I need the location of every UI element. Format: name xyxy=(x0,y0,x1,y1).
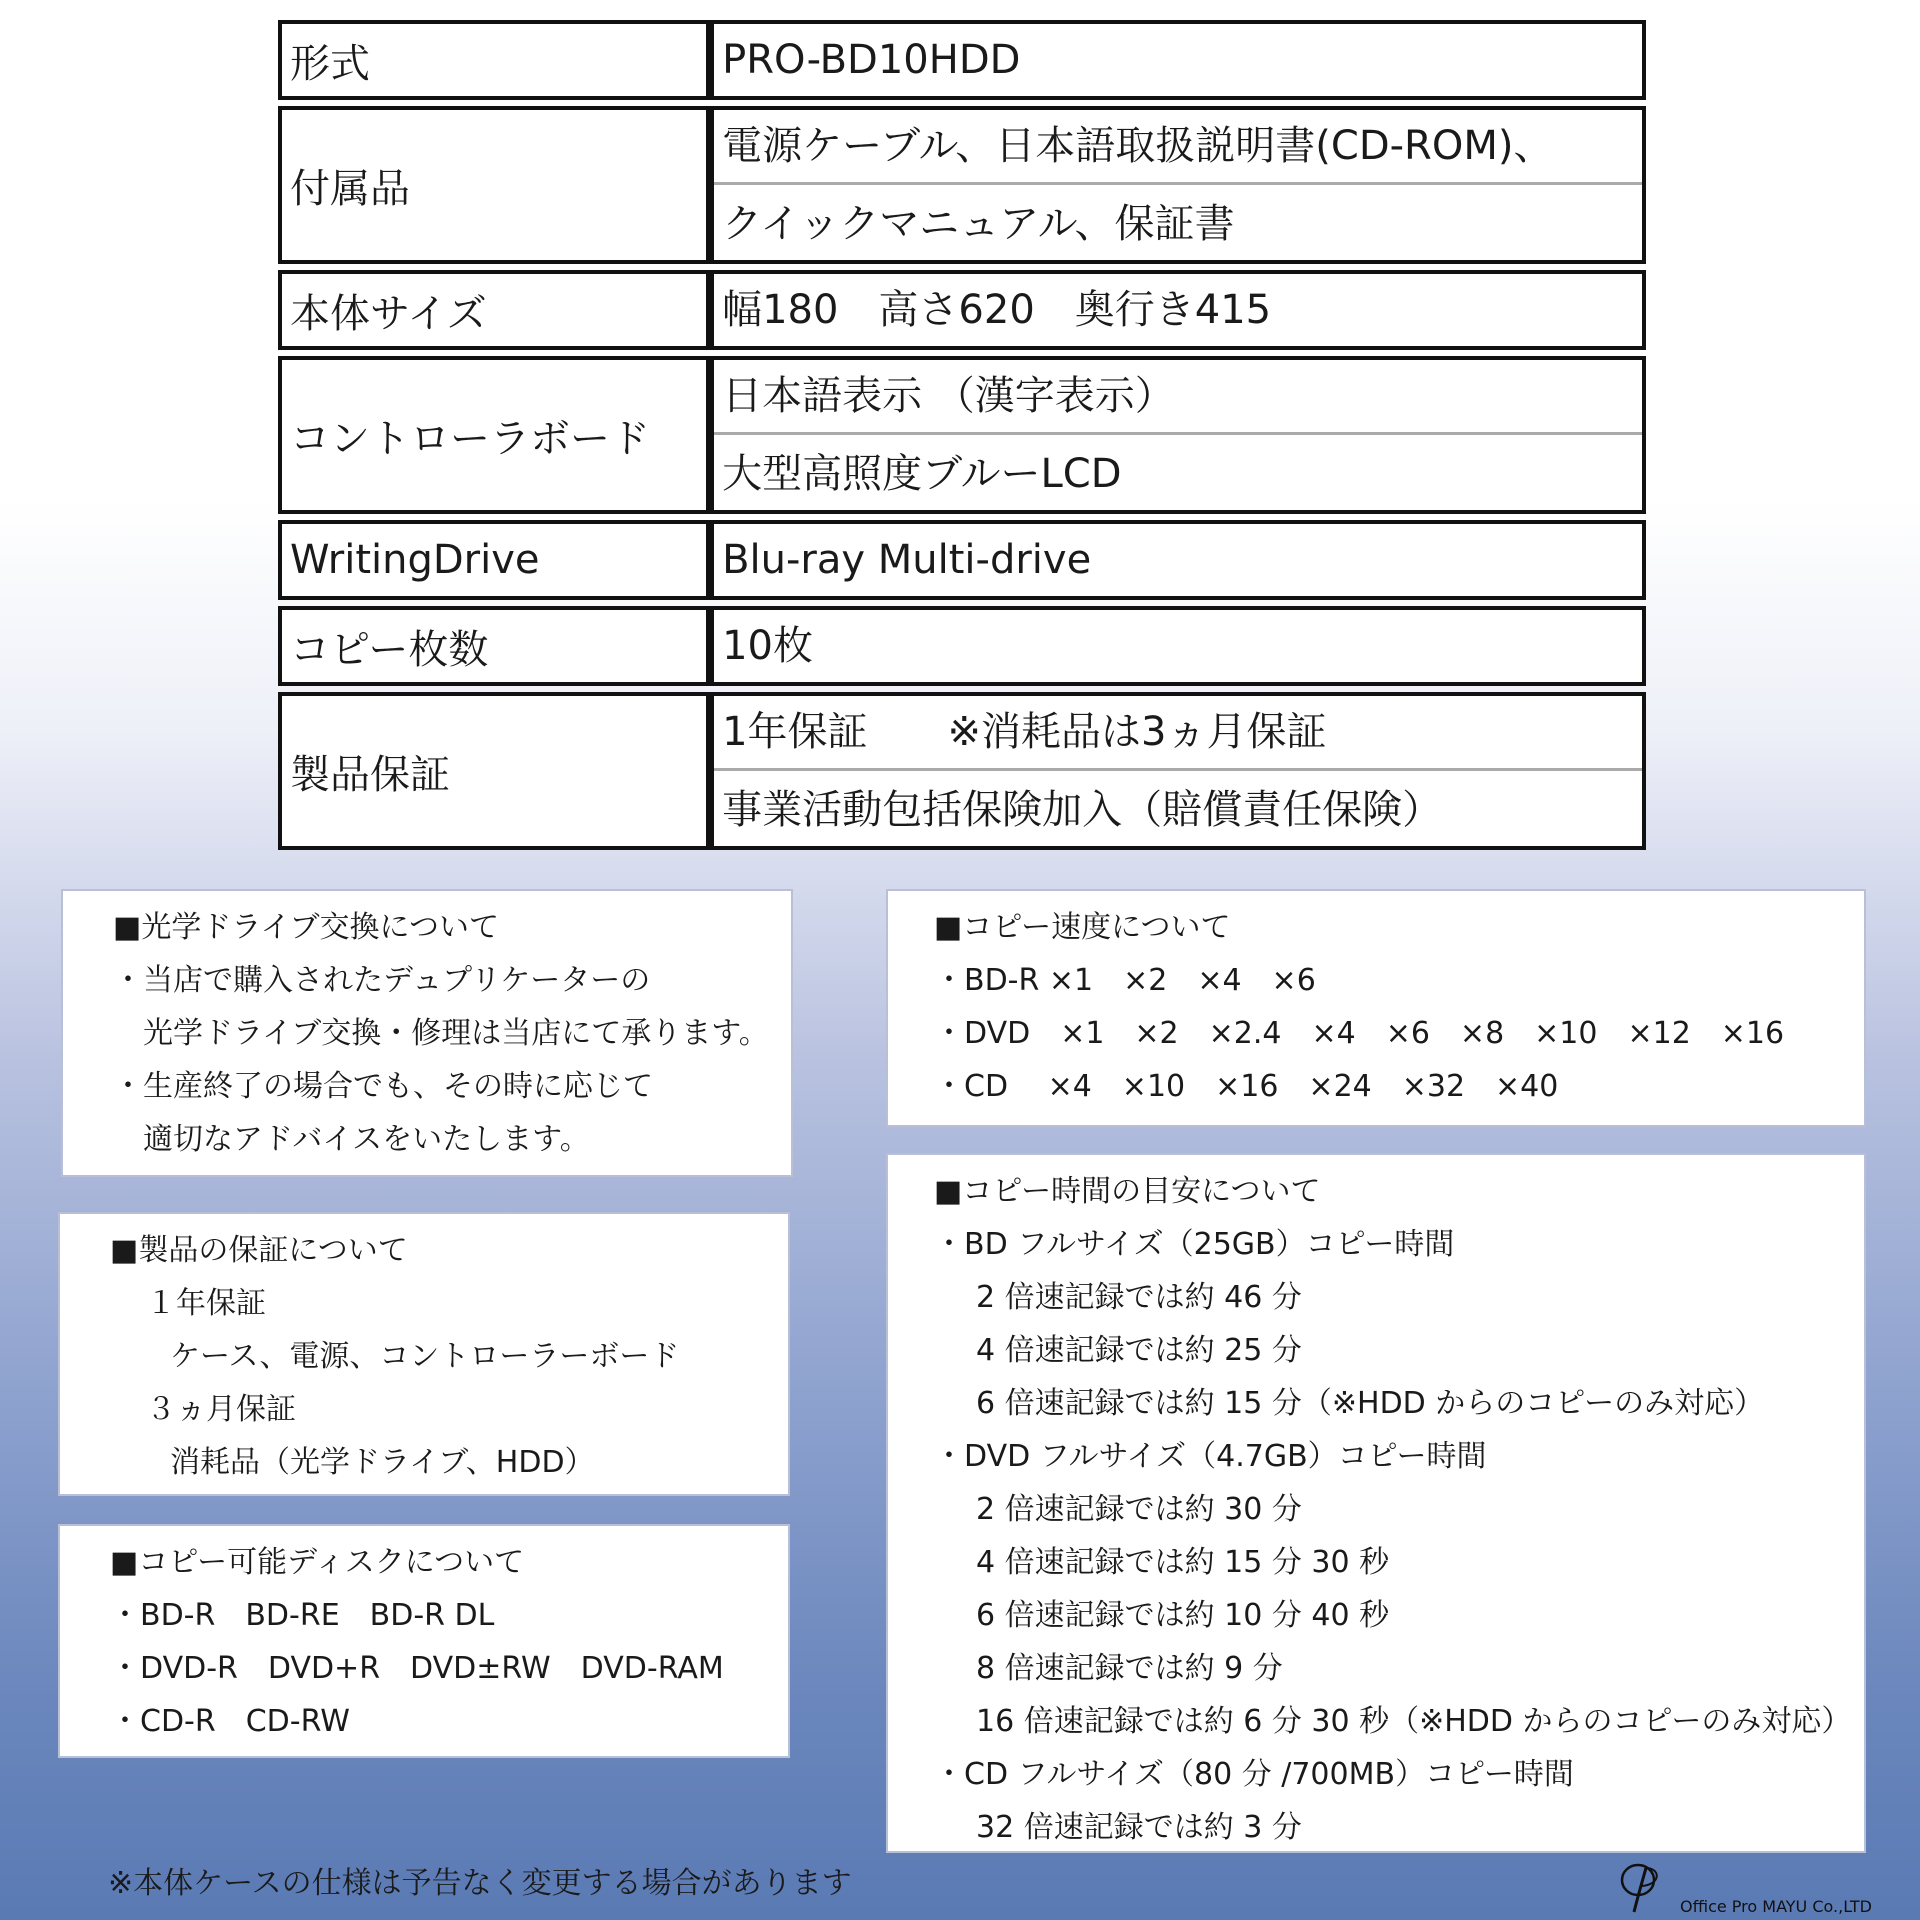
spec-row-accessories xyxy=(278,106,1646,264)
info-line: ・生産終了の場合でも、その時に応じて xyxy=(113,1069,653,1104)
spec-key: WritingDrive xyxy=(278,520,710,600)
info-line: ３ヵ月保証 xyxy=(146,1392,296,1427)
info-line: 16 倍速記録では約 6 分 30 秒（※HDD からのコピーのみ対応） xyxy=(976,1704,1852,1739)
section-title: ■製品の保証について xyxy=(110,1233,408,1268)
spec-key: コントローラボード xyxy=(278,356,710,514)
section-title: ■コピー速度について xyxy=(934,910,1231,945)
spec-value: 10枚 xyxy=(710,606,1646,686)
spec-key: 本体サイズ xyxy=(278,270,710,350)
spec-value: 日本語表示 （漢字表示） 大型高照度ブルーLCD xyxy=(710,356,1646,514)
info-line: ・CD フルサイズ（80 分 /700MB）コピー時間 xyxy=(934,1757,1574,1792)
info-line: 適切なアドバイスをいたします。 xyxy=(143,1122,590,1157)
copy-time-box xyxy=(886,1153,1866,1853)
info-line: 6 倍速記録では約 15 分（※HDD からのコピーのみ対応） xyxy=(976,1386,1765,1421)
spec-value: 1年保証 ※消耗品は3ヵ月保証 事業活動包括保険加入（賠償責任保険） xyxy=(710,692,1646,850)
company-logo-icon xyxy=(1612,1858,1668,1914)
spec-key: コピー枚数 xyxy=(278,606,710,686)
info-line: 8 倍速記録では約 9 分 xyxy=(976,1651,1283,1686)
copy-speed-box xyxy=(886,889,1866,1127)
info-line: ・BD-R ×1 ×2 ×4 ×6 xyxy=(934,963,1316,998)
spec-row-controller xyxy=(278,356,1646,514)
spec-row-model xyxy=(278,20,1646,100)
spec-key: 付属品 xyxy=(278,106,710,264)
spec-row-drive xyxy=(278,520,1646,600)
info-line: 2 倍速記録では約 46 分 xyxy=(976,1280,1302,1315)
spec-value: PRO-BD10HDD xyxy=(710,20,1646,100)
warranty-box xyxy=(58,1212,790,1496)
section-title: ■コピー時間の目安について xyxy=(934,1174,1321,1209)
section-title: ■コピー可能ディスクについて xyxy=(110,1545,525,1580)
spec-key: 形式 xyxy=(278,20,710,100)
info-line: ・BD フルサイズ（25GB）コピー時間 xyxy=(934,1227,1455,1262)
info-line: ・CD ×4 ×10 ×16 ×24 ×32 ×40 xyxy=(934,1069,1559,1104)
spec-row-copies xyxy=(278,606,1646,686)
spec-table xyxy=(278,14,1646,856)
spec-change-note: ※本体ケースの仕様は予告なく変更する場合があります xyxy=(108,1866,852,1901)
info-line: 2 倍速記録では約 30 分 xyxy=(976,1492,1302,1527)
spec-row-warranty xyxy=(278,692,1646,850)
info-line: 32 倍速記録では約 3 分 xyxy=(976,1810,1302,1845)
spec-value: Blu-ray Multi-drive xyxy=(710,520,1646,600)
info-line: 消耗品（光学ドライブ、HDD） xyxy=(170,1445,595,1480)
copyable-discs-box xyxy=(58,1524,790,1758)
spec-key: 製品保証 xyxy=(278,692,710,850)
info-line: ・DVD-R DVD+R DVD±RW DVD-RAM xyxy=(110,1651,724,1686)
info-line: ・DVD ×1 ×2 ×2.4 ×4 ×6 ×8 ×10 ×12 ×16 xyxy=(934,1016,1785,1051)
info-line: 光学ドライブ交換・修理は当店にて承ります。 xyxy=(143,1016,769,1051)
info-line: ケース、電源、コントローラーボード xyxy=(170,1339,680,1374)
company-name: Office Pro MAYU Co.,LTD xyxy=(1680,1897,1872,1916)
info-line: 6 倍速記録では約 10 分 40 秒 xyxy=(976,1598,1390,1633)
drive-exchange-box xyxy=(61,889,793,1177)
info-line: ・DVD フルサイズ（4.7GB）コピー時間 xyxy=(934,1439,1487,1474)
info-line: ・CD-R CD-RW xyxy=(110,1704,350,1739)
info-line: ・当店で購入されたデュプリケーターの xyxy=(113,963,651,998)
section-title: ■光学ドライブ交換について xyxy=(113,910,499,945)
info-line: ・BD-R BD-RE BD-R DL xyxy=(110,1598,495,1633)
info-line: 4 倍速記録では約 15 分 30 秒 xyxy=(976,1545,1390,1580)
info-line: １年保証 xyxy=(146,1286,266,1321)
info-line: 4 倍速記録では約 25 分 xyxy=(976,1333,1302,1368)
spec-row-size xyxy=(278,270,1646,350)
spec-value: 幅180 高さ620 奥行き415 xyxy=(710,270,1646,350)
spec-value: 電源ケーブル、日本語取扱説明書(CD-ROM)、 クイックマニュアル、保証書 xyxy=(710,106,1646,264)
